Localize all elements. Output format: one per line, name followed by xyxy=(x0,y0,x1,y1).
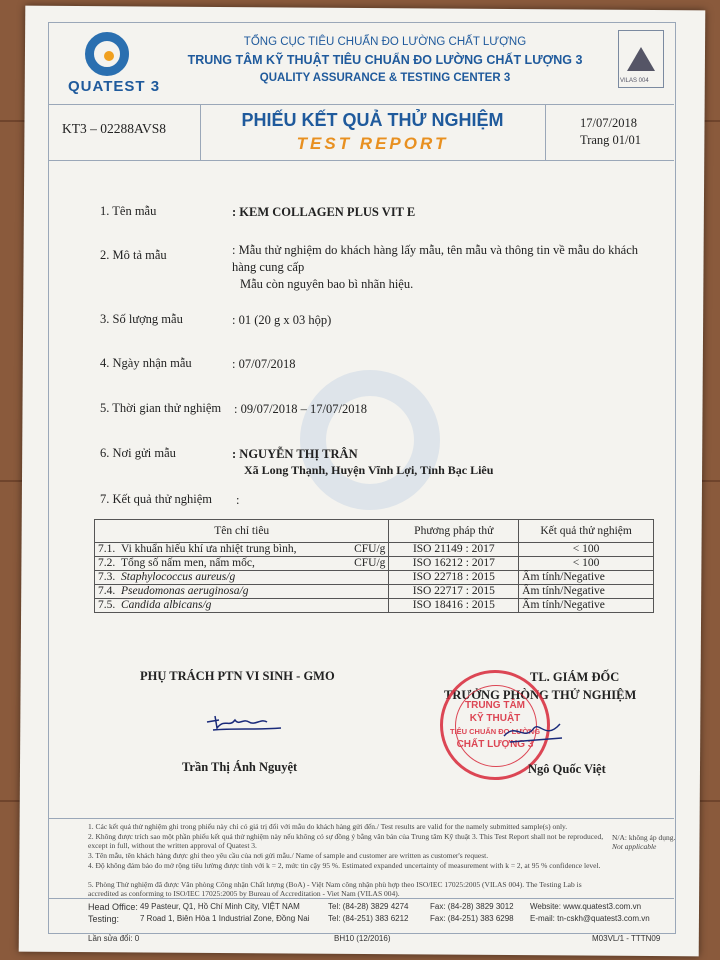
footnote-2: 2. Không được trích sao một phần phiếu kết quả thử nghiệm này nếu không có sự đồng ý bằng văn bản của Trung tâm Kỹ thuật 3. This Test Report shall not be reproduced, except in full, without the written approval of Quatest 3. xyxy=(88,832,604,850)
divider xyxy=(545,104,546,160)
row-name: Candida albicans/g xyxy=(121,599,212,611)
testing-tel: Tel: (84-251) 383 6212 xyxy=(328,914,409,923)
row-result: < 100 xyxy=(519,557,654,571)
divider xyxy=(48,104,674,105)
na-note-en: Not applicable xyxy=(612,842,657,851)
field-quantity-label: 3. Số lượng mẫu xyxy=(100,312,183,326)
handwritten-signature-left xyxy=(205,708,285,734)
table-row xyxy=(95,585,654,599)
watermark-logo xyxy=(300,370,440,510)
revision-number: Lần sửa đổi: 0 xyxy=(88,934,140,943)
row-method: ISO 16212 : 2017 xyxy=(389,557,519,571)
table-row xyxy=(95,557,654,571)
divider xyxy=(48,818,674,819)
report-title-vi: PHIẾU KẾT QUẢ THỬ NGHIỆM xyxy=(241,110,504,130)
table-row xyxy=(95,543,654,557)
row-name: Pseudomonas aeruginosa/g xyxy=(121,585,249,597)
row-name: Tổng số nấm men, nấm mốc, xyxy=(121,557,255,569)
lab-head-name: Trần Thị Ánh Nguyệt xyxy=(182,760,298,774)
head-office-label: Head Office: xyxy=(88,902,138,912)
testing-label: Testing: xyxy=(88,914,120,924)
row-number: 7.4. xyxy=(98,585,116,597)
row-unit: CFU/g xyxy=(354,543,386,555)
field-results-colon: : xyxy=(236,493,240,507)
department-head-title: TRƯỞNG PHÒNG THỬ NGHIỆM xyxy=(444,688,637,702)
stamp-line: CHẤT LƯỢNG 3 xyxy=(456,739,534,750)
field-test-period-value: : 09/07/2018 – 17/07/2018 xyxy=(234,402,367,416)
row-parameter xyxy=(95,543,389,557)
field-sender-name: : NGUYỄN THỊ TRÂN xyxy=(232,447,358,461)
header-result: Kết quả thử nghiệm xyxy=(519,520,654,543)
field-sample-name-value: : KEM COLLAGEN PLUS VIT E xyxy=(232,205,416,219)
header-parameter: Tên chỉ tiêu xyxy=(95,520,389,543)
field-sender-address: Xã Long Thạnh, Huyện Vĩnh Lợi, Tỉnh Bạc Liêu xyxy=(244,463,494,477)
header-line-3: QUALITY ASSURANCE & TESTING CENTER 3 xyxy=(259,72,511,84)
head-office-tel: Tel: (84-28) 3829 4274 xyxy=(328,902,409,911)
header-line-1: TỔNG CỤC TIÊU CHUẨN ĐO LƯỜNG CHẤT LƯỢNG xyxy=(243,36,527,48)
divider xyxy=(48,160,674,161)
handwritten-signature-right xyxy=(500,716,570,746)
quatest-logo-icon xyxy=(85,32,129,76)
field-sender-label: 6. Nơi gửi mẫu xyxy=(100,446,176,460)
footnote-3: 3. Tên mẫu, tên khách hàng được ghi theo yêu cầu của nơi gửi mẫu./ Name of sample and customer are written as customer's request. xyxy=(88,851,489,860)
row-name: Vi khuẩn hiếu khí ưa nhiệt trung bình, xyxy=(121,543,297,555)
head-office-address: 49 Pasteur, Q1, Hồ Chí Minh City, VIỆT NAM xyxy=(140,902,300,911)
row-name: Staphylococcus aureus/g xyxy=(121,571,236,583)
row-parameter xyxy=(95,599,389,613)
row-parameter xyxy=(95,585,389,599)
row-method: ISO 21149 : 2017 xyxy=(389,543,519,557)
results-table xyxy=(94,519,654,613)
row-result: Âm tính/Negative xyxy=(519,571,654,585)
footnote-4: 4. Độ không đảm bảo đo mở rộng tiêu lường được tính với k = 2, mức tin cậy 95 %. Estimated expanded uncertainty of measurement with k = 2, at 95 % confidence level. xyxy=(88,861,601,870)
row-unit: CFU/g xyxy=(354,557,386,569)
field-results-label: 7. Kết quả thử nghiệm xyxy=(100,492,212,506)
row-parameter xyxy=(95,571,389,585)
field-quantity-value: : 01 (20 g x 03 hộp) xyxy=(232,313,332,327)
row-result: < 100 xyxy=(519,543,654,557)
lab-head-title: PHỤ TRÁCH PTN VI SINH - GMO xyxy=(140,669,335,683)
report-date: 17/07/2018 xyxy=(580,116,637,130)
header-line-2: TRUNG TÂM KỸ THUẬT TIÊU CHUẨN ĐO LƯỜNG CHẤT LƯỢNG 3 xyxy=(187,53,583,67)
row-method: ISO 18416 : 2015 xyxy=(389,599,519,613)
divider xyxy=(48,898,674,899)
report-code: KT3 – 02288AVS8 xyxy=(62,121,167,136)
field-test-period-label: 5. Thời gian thử nghiệm xyxy=(100,401,222,415)
stamp-line: TRUNG TÂM xyxy=(465,700,525,711)
na-note-vi: N/A: không áp dụng. xyxy=(612,833,676,842)
footnote-5: 5. Phòng Thử nghiệm đã được Văn phòng Công nhận Chất lượng (BoA) - Việt Nam công nhận phù hợp theo ISO/IEC 17025:2005 (VILAS 004). The Testing Lab is accredited as conforming to ISO/IEC 17025:2005 by Bureau of Accreditation - Viet Nam (VILAS 004). xyxy=(88,880,582,898)
report-title-en: TEST REPORT xyxy=(296,134,449,153)
row-result: Âm tính/Negative xyxy=(519,599,654,613)
email: E-mail: tn-cskh@quatest3.com.vn xyxy=(530,914,650,923)
row-method: ISO 22718 : 2015 xyxy=(389,571,519,585)
row-method: ISO 22717 : 2015 xyxy=(389,585,519,599)
table-header-row xyxy=(95,520,654,543)
header-method: Phương pháp thử xyxy=(389,520,519,543)
row-number: 7.3. xyxy=(98,571,116,583)
document-code: M03VL/1 - TTTN09 xyxy=(592,934,661,943)
form-code: BH10 (12/2016) xyxy=(334,934,391,943)
cert-label: VILAS 004 xyxy=(620,78,649,84)
field-sample-name-label: 1. Tên mẫu xyxy=(100,204,157,218)
director-title: TL. GIÁM ĐỐC xyxy=(530,670,620,684)
department-head-name: Ngô Quốc Việt xyxy=(528,762,606,776)
row-number: 7.5. xyxy=(98,599,116,611)
brand-name: QUATEST 3 xyxy=(68,78,161,95)
field-description-value-b: Mẫu còn nguyên bao bì nhãn hiệu. xyxy=(240,277,414,291)
testing-fax: Fax: (84-251) 383 6298 xyxy=(430,914,514,923)
page-number: Trang 01/01 xyxy=(580,133,642,147)
stamp-line: KỸ THUẬT xyxy=(469,713,521,724)
footnote-1: 1. Các kết quả thử nghiệm ghi trong phiếu này chỉ có giá trị đối với mẫu do khách hàng gửi đến./ Test results are valid for the namely submitted sample(s) only. xyxy=(88,822,568,831)
field-received-date-label: 4. Ngày nhận mẫu xyxy=(100,356,192,370)
row-number: 7.2. xyxy=(98,557,116,569)
testing-address: 7 Road 1, Biên Hòa 1 Industrial Zone, Đồng Nai xyxy=(140,914,310,923)
field-description-label: 2. Mô tả mẫu xyxy=(100,248,167,262)
website: Website: www.quatest3.com.vn xyxy=(530,902,642,911)
field-description-value-a: : Mẫu thử nghiệm do khách hàng lấy mẫu, tên mẫu và thông tin về mẫu do khách hàng cung cấp xyxy=(232,243,638,274)
stamp-line: TIÊU CHUẨN ĐO LƯỜNG xyxy=(449,727,541,736)
row-parameter xyxy=(95,557,389,571)
head-office-fax: Fax: (84-28) 3829 3012 xyxy=(430,902,514,911)
table-row xyxy=(95,571,654,585)
row-result: Âm tính/Negative xyxy=(519,585,654,599)
table-row xyxy=(95,599,654,613)
field-received-date-value: : 07/07/2018 xyxy=(232,357,296,371)
row-number: 7.1. xyxy=(98,543,116,555)
